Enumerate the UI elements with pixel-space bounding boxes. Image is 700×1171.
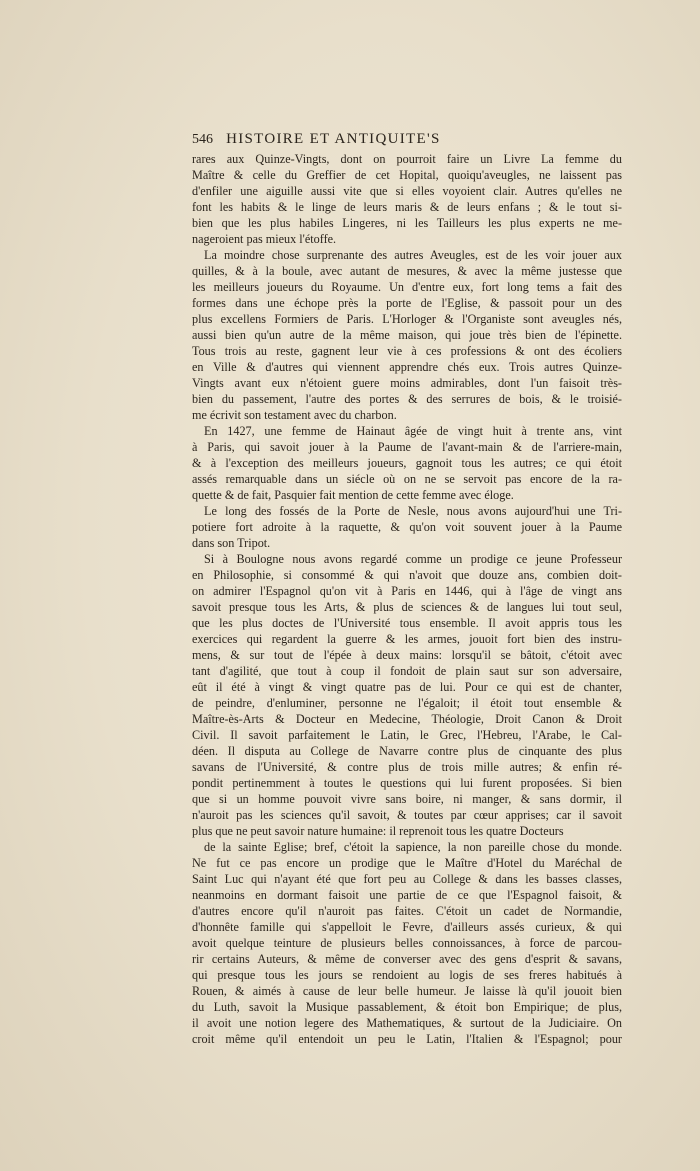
text-line: potiere fort adroite à la raquette, & qu'on voit souvent jouer à la Paume [192, 520, 622, 534]
text-line: en Philosophie, si consommé & qui n'avoit que douze ans, combien doit- [192, 568, 622, 582]
text-line: font les habits & le linge de leurs maris & de leurs enfans ; & le tout si- [192, 200, 622, 214]
text-line: La moindre chose surprenante des autres Aveugles, est de les voir jouer aux [204, 248, 622, 262]
text-line: pondit pertinemment à toutes le questions qui lui furent proposées. Si bien [192, 776, 622, 790]
text-line: assés remarquable dans un siécle où on ne se servoit pas encore de la ra- [192, 472, 622, 486]
text-line: Le long des fossés de la Porte de Nesle, nous avons aujourd'hui une Tri- [204, 504, 622, 518]
text-line: bien du passement, l'autre des portes & des serrures de bois, & le troisié- [192, 392, 622, 406]
text-line: Maître & celle du Greffier de cet Hopital, quoiqu'aveugles, ne laissent pas [192, 168, 622, 182]
text-line: Ne fut ce pas encore un prodige que le Maître d'Hotel du Maréchal de [192, 856, 622, 870]
text-line: bien que les plus habiles Lingeres, ni les Tailleurs les plus experts ne me- [192, 216, 622, 230]
text-line: de peindre, d'enluminer, personne ne l'égaloit; il étoit tout ensemble & [192, 696, 622, 710]
text-line: Rouen, & aimés à cause de leur belle humeur. Je laisse là qu'il jouoit bien [192, 984, 622, 998]
running-title: HISTOIRE ET ANTIQUITE'S [226, 131, 441, 147]
text-line: du Luth, savoit la Musique passablement, & étoit bon Empirique; de plus, [192, 1000, 622, 1014]
text-line: d'enfiler une aiguille aussi vite que si elles voyoient clair. Autres qu'elles ne [192, 184, 622, 198]
text-line: Tous trois au reste, gagnent leur vie à ces professions & ont des écoliers [192, 344, 622, 358]
text-line: nageroient pas mieux l'étoffe. [192, 232, 337, 246]
text-line: les meilleurs joueurs du Royaume. Un d'entre eux, fort long tems a fait des [192, 280, 622, 294]
text-line: aussi bien qu'un autre de la même maison, qui joue très bien de l'épinette. [192, 328, 622, 342]
text-line: eût il été à vingt & vingt quatre pas de lui. Pour ce qui est de chanter, [192, 680, 622, 694]
text-line: déen. Il disputa au College de Navarre contre plus de cinquante des plus [192, 744, 622, 758]
text-line: croit même qu'il entendoit un peu le Latin, l'Italien & l'Espagnol; pour [192, 1032, 622, 1046]
text-line: quilles, & à la boule, avec autant de mesures, & avec la même justesse que [192, 264, 622, 278]
text-line: à Paris, qui savoit jouer à la Paume de l'avant-main & de l'arriere-main, [192, 440, 622, 454]
page-number: 546 [192, 132, 213, 147]
text-line: me écrivit son testament avec du charbon. [192, 408, 397, 422]
text-line: quette & de fait, Pasquier fait mention de cette femme avec éloge. [192, 488, 514, 502]
text-line: Maître-ès-Arts & Docteur en Medecine, Théologie, Droit Canon & Droit [192, 712, 622, 726]
text-line: en Ville & d'autres qui viennent apprendre chés eux. Trois autres Quinze- [192, 360, 622, 374]
text-line: formes dans une échope près la porte de l'Eglise, & passoit pour un des [192, 296, 622, 310]
text-line: n'auroit pas les sciences qu'il savoit, & toutes par cœur apprises; car il savoit [192, 808, 622, 822]
text-line: qui presque tous les jours se rendoient au logis de ses freres habitués à [192, 968, 622, 982]
text-line: tant d'agilité, que tout à coup il fondoit de plain saut sur son adversaire, [192, 664, 622, 678]
text-line: on admirer l'Espagnol qu'on vit à Paris en 1446, qui à l'âge de vingt ans [192, 584, 622, 598]
text-line: Civil. Il savoit parfaitement le Latin, le Grec, l'Hebreu, l'Arabe, le Cal- [192, 728, 622, 742]
text-line: neanmoins en dormant faisoit une partie de ce que l'Espagnol faisoit, & [192, 888, 622, 902]
text-line: En 1427, une femme de Hainaut âgée de vingt huit à trente ans, vint [204, 424, 622, 438]
text-line: Si à Boulogne nous avons regardé comme un prodige ce jeune Professeur [204, 552, 622, 566]
text-line: Saint Luc qui n'ayant été que fort peu au College & dans les basses classes, [192, 872, 622, 886]
text-line: d'honnête famille qui s'appelloit le Fevre, d'ailleurs assés curieux, & qui [192, 920, 622, 934]
page-header [192, 131, 624, 148]
text-line: plus que ne peut savoir nature humaine: il reprenoit tous les quatre Docteurs [192, 824, 564, 838]
text-line: que les plus doctes de l'Université tous ensemble. Il avoit appris tous les [192, 616, 622, 630]
text-line: savoit presque tous les Arts, & plus de sciences & de langues lui tout seul, [192, 600, 622, 614]
text-line: de la sainte Eglise; bref, c'étoit la sapience, la non pareille chose du monde. [204, 840, 622, 854]
text-line: il avoit une notion legere des Mathematiques, & surtout de la Judiciaire. On [192, 1016, 622, 1030]
text-line: rares aux Quinze-Vingts, dont on pourroit faire un Livre La femme du [192, 152, 622, 166]
text-line: Vingts avant eux n'étoient guere moins admirables, dont l'un faisoit très- [192, 376, 622, 390]
text-line: d'autres encore qu'il n'auroit pas faites. C'étoit un cadet de Normandie, [192, 904, 622, 918]
text-line: mens, & sur tout de l'épée à deux mains: lorsqu'il se bâtoit, c'étoit avec [192, 648, 622, 662]
body-text [192, 151, 622, 1047]
text-line: plus excellens Formiers de Paris. L'Horloger & l'Organiste sont aveugles nés, [192, 312, 622, 326]
text-line: avoit quelque teinture de plusieurs belles connoissances, à force de parcou- [192, 936, 622, 950]
text-line: rir certains Auteurs, & même de converser avec des gens d'esprit & savans, [192, 952, 622, 966]
text-line: que si un homme pouvoit vivre sans boire, ni manger, & sans dormir, il [192, 792, 622, 806]
text-line: & à l'exception des meilleurs joueurs, gagnoit tous les autres; ce qui étoit [192, 456, 622, 470]
text-line: exercices qui regardent la guerre & les armes, jouoit fort bien des instru- [192, 632, 622, 646]
text-line: dans son Tripot. [192, 536, 271, 550]
text-line: savans de l'Université, & contre plus de trois mille autres; & enfin ré- [192, 760, 622, 774]
